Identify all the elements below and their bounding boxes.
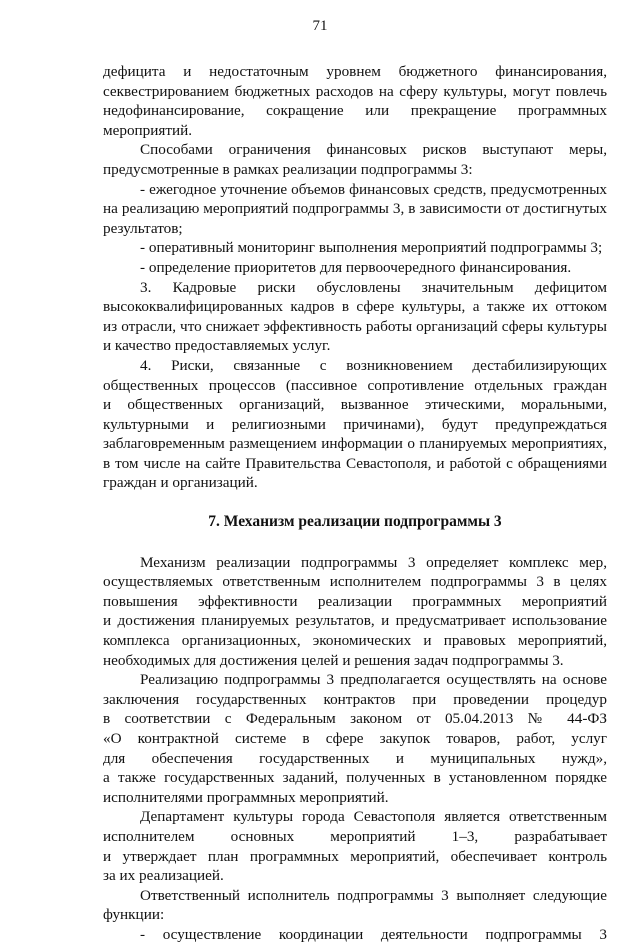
text-line: функции: — [103, 906, 165, 924]
text-line: необходимых для достижения целей и решения задач подпрограммы 3. — [103, 651, 564, 669]
list-item: - ежегодное уточнение объемов финансовых средств, предусмотренных — [140, 180, 607, 198]
list-item: - определение приоритетов для первоочередного финансирования. — [140, 258, 572, 276]
list-item: - оперативный мониторинг выполнения мероприятий подпрограммы 3; — [140, 239, 603, 257]
text-line: в соответствии с Федеральным законом от 05.04.2013 № 44-ФЗ — [103, 710, 607, 728]
text-line: комплекса организационных, экономических и правовых мероприятий, — [103, 632, 607, 650]
text-line: Департамент культуры города Севастополя является ответственным — [140, 808, 607, 826]
text-line: Механизм реализации подпрограммы 3 определяет комплекс мер, — [140, 553, 607, 571]
page-number: 71 — [312, 18, 328, 34]
text-line: для обеспечения государственных и муниципальных нужд», — [103, 749, 607, 767]
text-line: исполнителем основных мероприятий 1–3, разрабатывает — [103, 827, 607, 845]
text-line: предусмотренные в рамках реализации подпрограммы 3: — [103, 160, 473, 178]
text-line: а также государственных заданий, полученных в установленном порядке — [103, 769, 607, 787]
text-line: недофинансирование, сокращение или прекращение программных — [103, 102, 607, 120]
text-line: повышения эффективности реализации программных мероприятий — [103, 592, 607, 610]
text-line: заключения государственных контрактов при проведении процедур — [103, 690, 607, 708]
text-line: и общественных организаций, вызванное этическими, моральными, — [103, 396, 607, 414]
text-line: Ответственный исполнитель подпрограммы 3 выполняет следующие — [140, 886, 607, 904]
text-line: Способами ограничения финансовых рисков выступают меры, — [140, 141, 607, 159]
text-line: на реализацию мероприятий подпрограммы 3, в зависимости от достигнутых — [103, 200, 607, 218]
text-line: и качество предоставляемых услуг. — [103, 337, 331, 355]
text-line: 3. Кадровые риски обусловлены значительным дефицитом — [140, 278, 607, 296]
text-line: Реализацию подпрограммы 3 предполагается осуществлять на основе — [140, 671, 607, 689]
text-line: граждан и организаций. — [103, 474, 258, 492]
text-line: и утверждает план программных мероприятий, обеспечивает контроль — [103, 847, 607, 865]
list-item: - осуществление координации деятельности подпрограммы 3 — [140, 925, 607, 943]
text-line: дефицита и недостаточным уровнем бюджетного финансирования, — [103, 63, 607, 80]
text-line: заблаговременным размещением информации о планируемых мероприятиях, — [103, 435, 607, 453]
text-line: культурными и религиозными причинами), будут предупреждаться — [103, 415, 607, 433]
section-heading: 7. Механизм реализации подпрограммы 3 — [208, 513, 502, 531]
document-body — [103, 62, 607, 945]
text-line: в том числе на сайте Правительства Севастополя, и работой с обращениями — [103, 454, 607, 472]
text-line: высококвалифицированных кадров в сфере культуры, а также их оттоком — [103, 298, 607, 316]
text-line: результатов; — [103, 219, 183, 237]
text-line: исполнителями программных мероприятий. — [103, 788, 389, 806]
text-line: «О контрактной системе в сфере закупок товаров, работ, услуг — [103, 730, 607, 747]
text-line: общественных процессов (пассивное сопротивление отдельных граждан — [103, 376, 607, 394]
text-line: 4. Риски, связанные с возникновением дестабилизирующих — [140, 356, 607, 374]
text-line: за их реализацией. — [103, 867, 224, 885]
text-line: секвестрированием бюджетных расходов на сферу культуры, могут повлечь — [103, 82, 607, 100]
text-line: и достижения планируемых результатов, и предусматривает использование — [103, 612, 607, 630]
text-line: мероприятий. — [103, 121, 193, 139]
text-line: осуществляемых ответственным исполнителем подпрограммы 3 в целях — [103, 573, 607, 591]
text-line: из отрасли, что снижает эффективность работы организаций сферы культуры — [103, 317, 607, 335]
